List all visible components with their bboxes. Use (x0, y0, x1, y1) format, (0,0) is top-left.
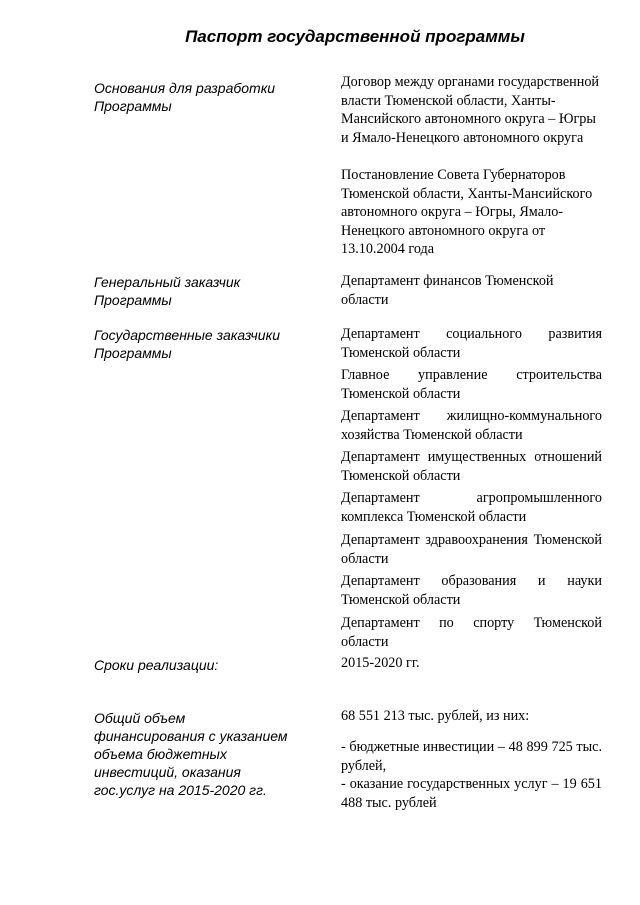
basis-resolution: Постановление Совета Губернаторов Тюменской области, Ханты-Мансийского автономного округа – Югры, Ямало-Ненецкого автономного округа от 13.10.2004 года (341, 167, 593, 257)
row-label-general-customer: Генеральный заказчик Программы (94, 274, 241, 308)
row-label-state-customers: Государственные заказчики Программы (94, 327, 280, 361)
general-customer-value: Департамент финансов Тюменской области (341, 273, 554, 308)
state-customer-item: Главное управление строительства Тюменской области (341, 367, 602, 402)
state-customer-item: Департамент имущественных отношений Тюменской области (341, 449, 602, 484)
state-customer-item: Департамент социального развития Тюменской области (341, 326, 602, 361)
state-customer-item: Департамент образования и науки Тюменской области (341, 573, 602, 608)
row-label-basis: Основания для разработки Программы (94, 80, 276, 114)
state-customer-item: Департамент агропромышленного комплекса Тюменской области (341, 490, 602, 525)
row-label-timeframe: Сроки реализации: (94, 657, 219, 673)
document-title: Паспорт государственной программы (185, 27, 525, 46)
state-customer-item: Департамент здравоохранения Тюменской области (341, 532, 602, 567)
timeframe-value: 2015-2020 гг. (341, 655, 420, 671)
basis-agreement: Договор между органами государственной власти Тюменской области, Ханты-Мансийского автономного округа – Югры и Ямало-Ненецкого автономного округа (341, 74, 600, 146)
state-customer-item: Департамент по спорту Тюменской области (341, 615, 602, 650)
funding-total: 68 551 213 тыс. рублей, из них: (341, 708, 530, 724)
funding-services: - оказание государственных услуг – 19 651 488 тыс. рублей (341, 776, 602, 811)
state-customer-item: Департамент жилищно-коммунального хозяйства Тюменской области (341, 408, 602, 443)
row-label-funding: Общий объем финансирования с указанием объема бюджетных инвестиций, оказания гос.услуг на 2015-2020 гг. (94, 710, 288, 798)
funding-investments: - бюджетные инвестиции – 48 899 725 тыс. рублей, (341, 739, 602, 774)
